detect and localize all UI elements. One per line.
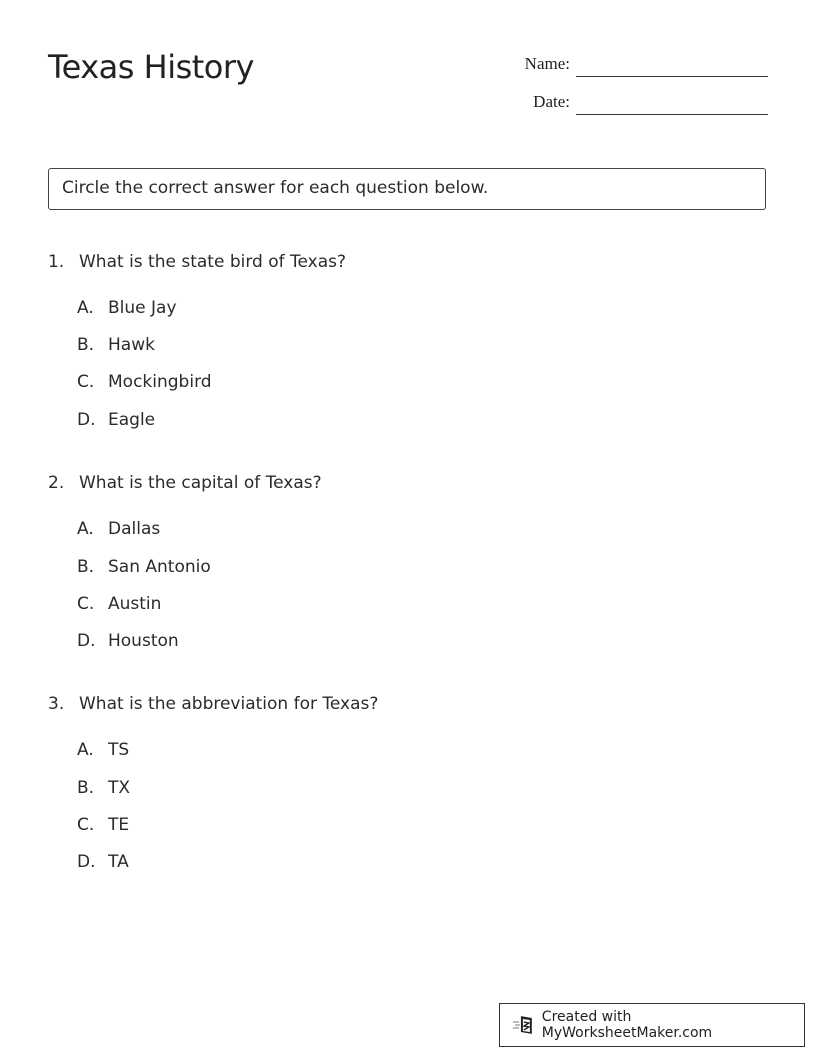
credit-text: Created with MyWorksheetMaker.com bbox=[541, 1009, 713, 1041]
choice-text: TA bbox=[108, 852, 129, 872]
question-text: What is the state bird of Texas? bbox=[79, 252, 347, 272]
choice-text: Eagle bbox=[108, 410, 156, 430]
choice-letter: A. bbox=[77, 298, 94, 318]
choice-letter: B. bbox=[77, 557, 95, 577]
choice-text: Blue Jay bbox=[108, 298, 177, 318]
choice-text: TS bbox=[108, 740, 130, 760]
choice-text: TE bbox=[108, 815, 130, 835]
choice-text: Mockingbird bbox=[108, 372, 212, 392]
choice-letter: A. bbox=[77, 740, 94, 760]
worksheet-title: Texas History bbox=[48, 48, 254, 86]
question-number: 1. bbox=[48, 252, 65, 272]
instructions-box: Circle the correct answer for each question below. bbox=[48, 168, 766, 210]
choice-letter: D. bbox=[77, 631, 96, 651]
choice-text: San Antonio bbox=[108, 557, 211, 577]
choice-letter: C. bbox=[77, 815, 95, 835]
worksheet-maker-logo-icon bbox=[512, 1014, 536, 1036]
choice-letter: D. bbox=[77, 852, 96, 872]
choice-letter: B. bbox=[77, 335, 95, 355]
choice-letter: B. bbox=[77, 778, 95, 798]
choice-text: Hawk bbox=[108, 335, 155, 355]
choice-letter: A. bbox=[77, 519, 94, 539]
choice-text: TX bbox=[108, 778, 131, 798]
name-label: Name: bbox=[524, 54, 570, 73]
choice-text: Houston bbox=[108, 631, 179, 651]
date-blank-line[interactable] bbox=[576, 114, 768, 115]
date-label: Date: bbox=[533, 92, 570, 111]
question-text: What is the abbreviation for Texas? bbox=[79, 694, 379, 714]
choice-text: Dallas bbox=[108, 519, 161, 539]
name-blank-line[interactable] bbox=[576, 76, 768, 77]
question-number: 3. bbox=[48, 694, 65, 714]
choice-text: Austin bbox=[108, 594, 162, 614]
question-text: What is the capital of Texas? bbox=[79, 473, 322, 493]
question-number: 2. bbox=[48, 473, 65, 493]
choice-letter: C. bbox=[77, 594, 95, 614]
credit-badge[interactable] bbox=[499, 1003, 805, 1047]
choice-letter: D. bbox=[77, 410, 96, 430]
choice-letter: C. bbox=[77, 372, 95, 392]
